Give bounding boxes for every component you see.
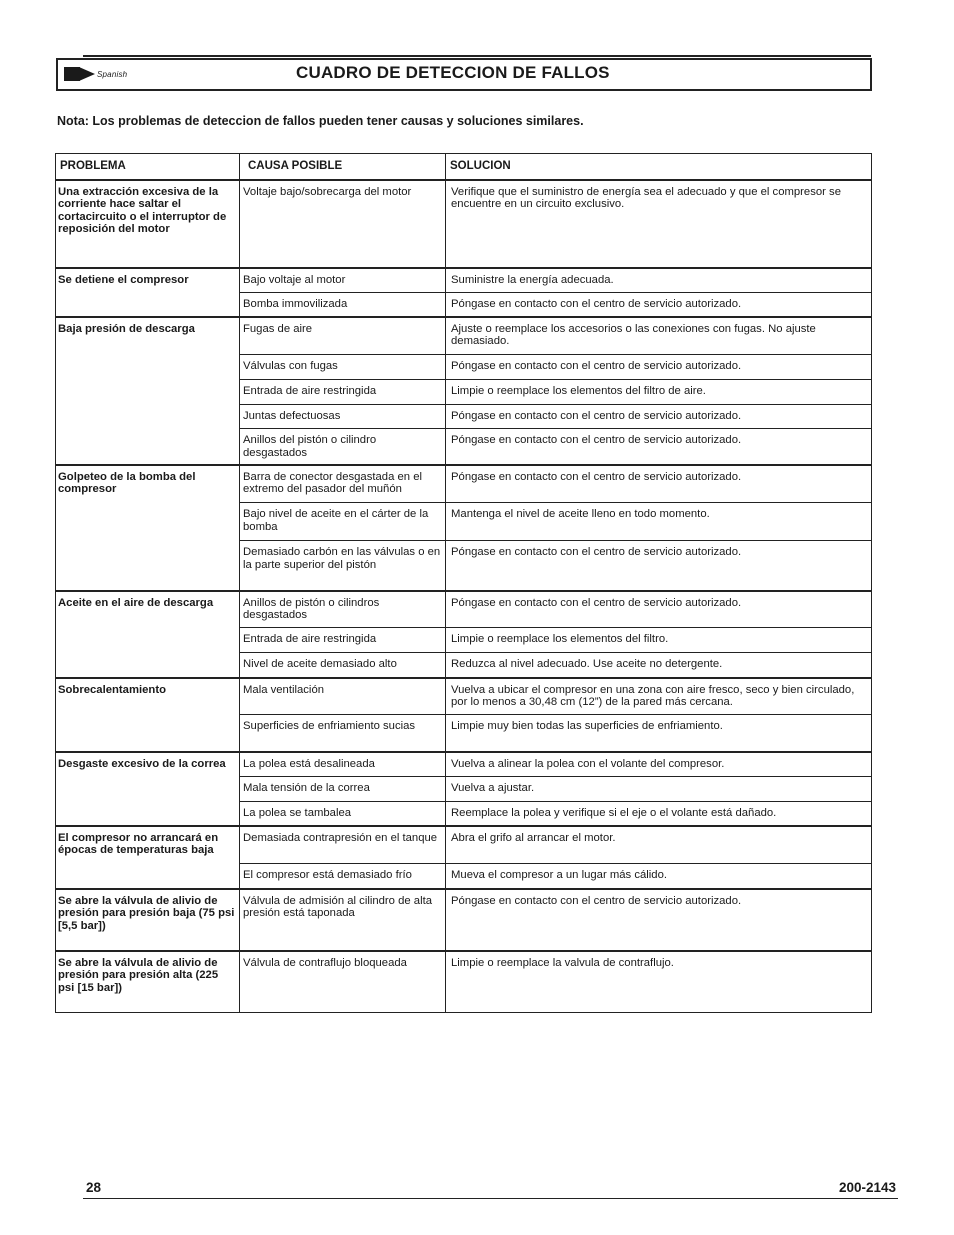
cause-cell: Entrada de aire restringida	[240, 380, 446, 405]
cause-cell: Válvula de admisión al cilindro de alta presión está taponada	[240, 889, 446, 951]
solution-cell: Vuelva a ubicar el compresor en una zona con aire fresco, seco y bien circulado, por lo menos a 30,48 cm (12”) de la pared más cercana.	[446, 678, 872, 715]
problem-cell: Desgaste excesivo de la correa	[56, 752, 240, 826]
solution-cell: Póngase en contacto con el centro de servicio autorizado.	[446, 591, 872, 628]
cause-cell: Juntas defectuosas	[240, 405, 446, 429]
table-row	[56, 268, 872, 293]
cause-cell: La polea está desalineada	[240, 752, 446, 777]
cause-cell: El compresor está demasiado frío	[240, 864, 446, 889]
language-label: Spanish	[97, 69, 128, 79]
problem-cell: Baja presión de descarga	[56, 317, 240, 465]
problem-cell: Se abre la válvula de alivio de presión para presión baja (75 psi [5,5 bar])	[56, 889, 240, 951]
table-row	[56, 826, 872, 864]
table-header-row	[56, 154, 872, 180]
solution-cell: Póngase en contacto con el centro de servicio autorizado.	[446, 465, 872, 503]
note-text: Nota: Los problemas de deteccion de fallos pueden tener causas y soluciones similares.	[57, 114, 584, 128]
cause-cell: Válvulas con fugas	[240, 355, 446, 380]
solution-cell: Verifique que el suministro de energía sea el adecuado y que el compresor se encuentre en un circuito exclusivo.	[446, 180, 872, 268]
solution-cell: Mantenga el nivel de aceite lleno en todo momento.	[446, 503, 872, 541]
solution-cell: Suministre la energía adecuada.	[446, 268, 872, 293]
cause-cell: Nivel de aceite demasiado alto	[240, 653, 446, 678]
cause-cell: Bomba immovilizada	[240, 293, 446, 317]
problem-cell: Sobrecalentamiento	[56, 678, 240, 752]
cause-cell: Voltaje bajo/sobrecarga del motor	[240, 180, 446, 268]
document-number: 200-2143	[838, 1180, 896, 1195]
problem-cell: El compresor no arrancará en épocas de temperaturas baja	[56, 826, 240, 889]
cause-cell: Superficies de enfriamiento sucias	[240, 715, 446, 752]
language-tab-block-icon	[64, 67, 80, 81]
solution-cell: Póngase en contacto con el centro de servicio autorizado.	[446, 541, 872, 591]
cause-cell: Demasiado carbón en las válvulas o en la parte superior del pistón	[240, 541, 446, 591]
column-header-problem: PROBLEMA	[56, 154, 240, 180]
cause-cell: Bajo nivel de aceite en el cárter de la bomba	[240, 503, 446, 541]
table-row	[56, 752, 872, 777]
solution-cell: Reduzca al nivel adecuado. Use aceite no detergente.	[446, 653, 872, 678]
table-row	[56, 465, 872, 503]
problem-cell: Se detiene el compresor	[56, 268, 240, 317]
table-row	[56, 591, 872, 628]
page-number: 28	[86, 1180, 102, 1195]
solution-cell: Vuelva a alinear la polea con el volante del compresor.	[446, 752, 872, 777]
cause-cell: La polea se tambalea	[240, 802, 446, 826]
solution-cell: Limpie o reemplace la valvula de contraflujo.	[446, 951, 872, 1013]
troubleshooting-table	[55, 153, 872, 1013]
page-title: CUADRO DE DETECCION DE FALLOS	[296, 63, 610, 82]
section-header	[56, 58, 872, 91]
solution-cell: Póngase en contacto con el centro de servicio autorizado.	[446, 405, 872, 429]
cause-cell: Demasiada contrapresión en el tanque	[240, 826, 446, 864]
top-rule	[83, 55, 871, 57]
cause-cell: Barra de conector desgastada en el extremo del pasador del muñón	[240, 465, 446, 503]
solution-cell: Póngase en contacto con el centro de servicio autorizado.	[446, 293, 872, 317]
solution-cell: Limpie muy bien todas las superficies de enfriamiento.	[446, 715, 872, 752]
table-row	[56, 889, 872, 951]
column-header-solution: SOLUCION	[446, 154, 872, 180]
cause-cell: Mala ventilación	[240, 678, 446, 715]
solution-cell: Ajuste o reemplace los accesorios o las conexiones con fugas. No ajuste demasiado.	[446, 317, 872, 355]
language-tab	[64, 67, 127, 81]
problem-cell: Golpeteo de la bomba del compresor	[56, 465, 240, 591]
cause-cell: Anillos del pistón o cilindro desgastados	[240, 429, 446, 465]
cause-cell: Mala tensión de la correa	[240, 777, 446, 802]
table-row	[56, 317, 872, 355]
solution-cell: Mueva el compresor a un lugar más cálido.	[446, 864, 872, 889]
problem-cell: Aceite en el aire de descarga	[56, 591, 240, 678]
table-row	[56, 951, 872, 1013]
solution-cell: Póngase en contacto con el centro de servicio autorizado.	[446, 889, 872, 951]
cause-cell: Anillos de pistón o cilindros desgastados	[240, 591, 446, 628]
solution-cell: Póngase en contacto con el centro de servicio autorizado.	[446, 355, 872, 380]
column-header-cause: CAUSA POSIBLE	[240, 154, 446, 180]
solution-cell: Reemplace la polea y verifique si el eje o el volante está dañado.	[446, 802, 872, 826]
table-row	[56, 180, 872, 268]
cause-cell: Bajo voltaje al motor	[240, 268, 446, 293]
cause-cell: Fugas de aire	[240, 317, 446, 355]
problem-cell: Una extracción excesiva de la corriente hace saltar el cortacircuito o el interruptor de reposición del motor	[56, 180, 240, 268]
cause-cell: Válvula de contraflujo bloqueada	[240, 951, 446, 1013]
solution-cell: Vuelva a ajustar.	[446, 777, 872, 802]
solution-cell: Limpie o reemplace los elementos del filtro de aire.	[446, 380, 872, 405]
solution-cell: Limpie o reemplace los elementos del filtro.	[446, 628, 872, 653]
table-row	[56, 678, 872, 715]
footer-rule	[83, 1198, 898, 1199]
solution-cell: Abra el grifo al arrancar el motor.	[446, 826, 872, 864]
language-tab-arrow-icon	[79, 67, 95, 81]
problem-cell: Se abre la válvula de alivio de presión para presión alta (225 psi [15 bar])	[56, 951, 240, 1013]
cause-cell: Entrada de aire restringida	[240, 628, 446, 653]
solution-cell: Póngase en contacto con el centro de servicio autorizado.	[446, 429, 872, 465]
